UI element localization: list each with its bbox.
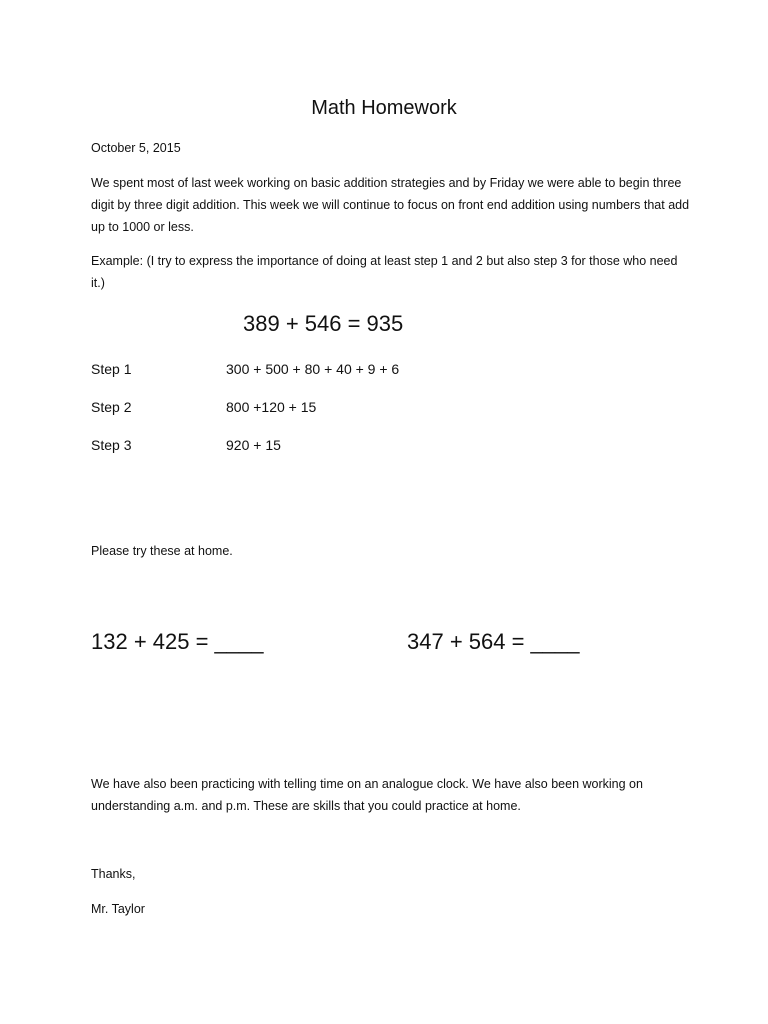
closing-text: Thanks, xyxy=(91,867,136,881)
example-equation: 389 + 546 = 935 xyxy=(243,311,404,336)
step-expression: 920 + 15 xyxy=(226,437,281,453)
step-expression: 800 +120 + 15 xyxy=(226,399,317,415)
example-intro-paragraph: Example: (I try to express the importance of doing at least step 1 and 2 but also step 3 for those who need it.) xyxy=(91,254,678,290)
step-expression: 300 + 500 + 80 + 40 + 9 + 6 xyxy=(226,361,400,377)
page-title: Math Homework xyxy=(311,97,457,119)
practice-prompt: Please try these at home. xyxy=(91,544,233,558)
step-label: Step 1 xyxy=(91,361,132,377)
signature-text: Mr. Taylor xyxy=(91,902,145,916)
practice-problem: 132 + 425 = ____ xyxy=(91,629,264,654)
date-text: October 5, 2015 xyxy=(91,141,181,155)
time-note-paragraph: We have also been practicing with telling time on an analogue clock. We have also been working on understanding a.m. and p.m. These are skills that you could practice at home. xyxy=(91,777,643,813)
practice-problem: 347 + 564 = ____ xyxy=(407,629,580,654)
intro-paragraph: We spent most of last week working on basic addition strategies and by Friday we were able to begin three digit by three digit addition. This week we will continue to focus on front end addition using numbers that add up to 1000 or less. xyxy=(91,176,690,234)
step-label: Step 2 xyxy=(91,399,132,415)
step-label: Step 3 xyxy=(91,437,132,453)
